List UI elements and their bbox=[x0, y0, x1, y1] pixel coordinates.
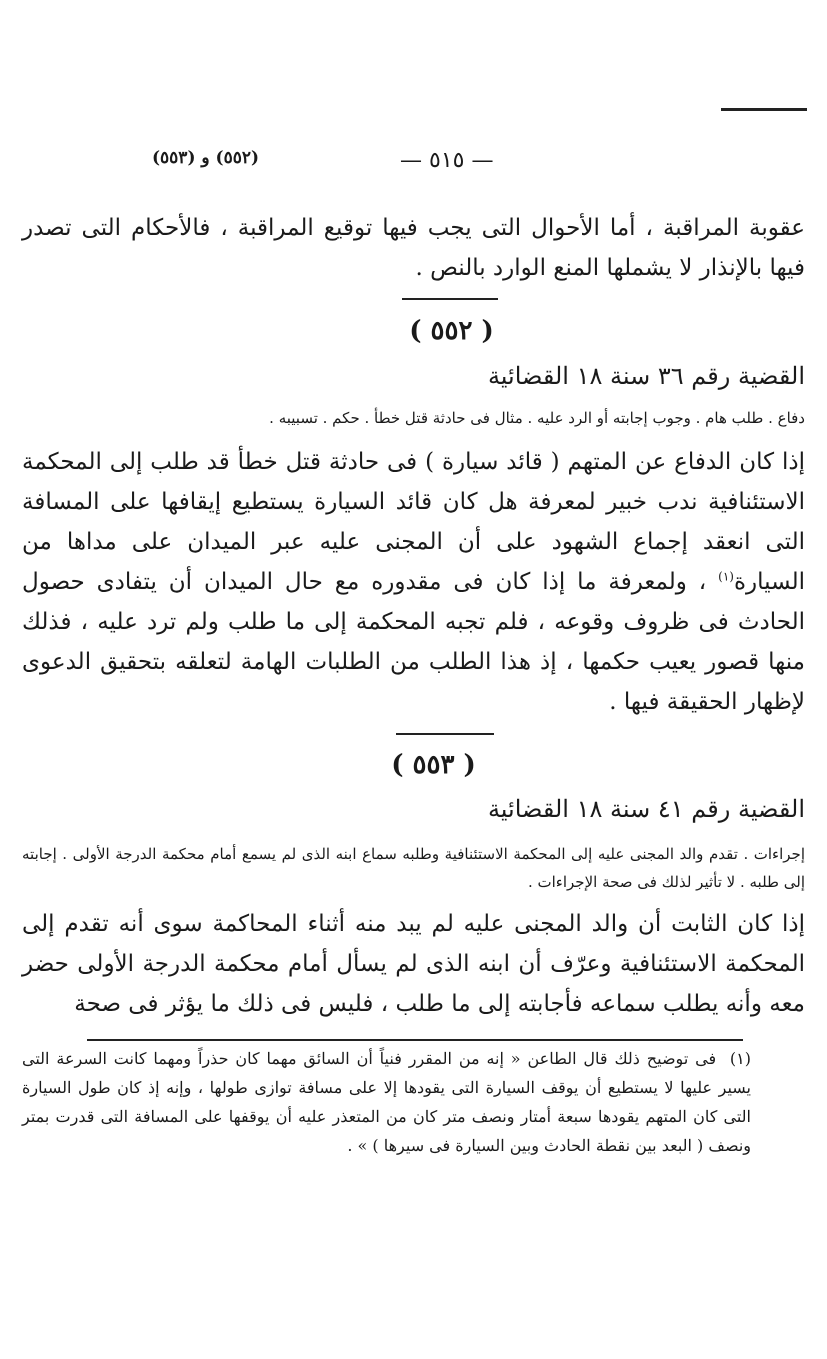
footnote-marker: (١) bbox=[729, 1049, 751, 1068]
footnote-text: فى توضيح ذلك قال الطاعن « إنه من المقرر فنياً أن السائق مهما كان حذراً ومهما كانت السرعة التى يسير عليها لا يستطيع أن يوقف السيارة التى يقودها إلا على مسافة توازى طولها ، وإنه إذ كان طول السيارة التى كان المتهم يقودها سبعة أمتار ونصف متر كان من المتعذر عليه أن يوقفها على المسافة التى قدرت بمتر ونصف ( البعد بين نقطة الحادث وبين السيارة فى سيرها ) » . bbox=[22, 1049, 751, 1155]
section-divider bbox=[402, 298, 498, 300]
section-divider bbox=[396, 733, 494, 735]
ruling-references: (٥٥٢) و (٥٥٣) bbox=[152, 148, 260, 168]
ruling-headnote: دفاع . طلب هام . وجوب إجابته أو الرد عليه . مثال فى حادثة قتل خطأ . حكم . تسبيبه . bbox=[269, 409, 805, 427]
ruling-headnote: إجراءات . تقدم والد المجنى عليه إلى المحكمة الاستئنافية وطلبه سماع ابنه الذى لم يسمع أمام محكمة الدرجة الأولى . إجابته إلى طلبه . لا تأثير لذلك فى صحة الإجراءات . bbox=[22, 845, 805, 891]
ruling-body-text-continued: ، ولمعرفة ما إذا كان فى مقدوره مع حال الميدان أن يتفادى حصول الحادث فى ظروف وقوعه ، فلم تجبه المحكمة إلى ما طلب ولم ترد عليه ، فذلك منها قصور يعيب حكمها ، إذ هذا الطلب من الطلبات الهامة لتعلقه بتحقيق الدعوى لإظهار الحقيقة فيها . bbox=[22, 569, 805, 715]
page-number: — ٥١٥ — bbox=[400, 148, 494, 173]
footnote-marker: (١) bbox=[718, 569, 734, 584]
ruling-body bbox=[22, 442, 805, 722]
ruling-body-text: إذا كان الدفاع عن المتهم ( قائد سيارة ) فى حادثة قتل خطأ قد طلب إلى المحكمة الاستئنافية ندب خبير لمعرفة هل كان قائد السيارة يستطيع إيقافها على المسافة التى انعقد إجماع الشهود على أن المجنى عليه عبر الميدان على مداها من السيارة bbox=[22, 449, 805, 595]
ruling-number: ( ٥٥٢ ) bbox=[409, 316, 494, 346]
intro-paragraph: عقوبة المراقبة ، أما الأحوال التى يجب فيها توقيع المراقبة ، فالأحكام التى تصدر فيها بالإنذار لا يشملها المنع الوارد بالنص . bbox=[22, 215, 805, 281]
running-head bbox=[140, 148, 687, 178]
ruling-number: ( ٥٥٣ ) bbox=[391, 750, 476, 780]
ruling-body: إذا كان الثابت أن والد المجنى عليه لم يبد منه أثناء المحاكمة سوى أنه تقدم إلى المحكمة الاستئنافية وعرّف أن ابنه الذى لم يسأل أمام محكمة الدرجة الأولى حضر معه وأنه يطلب سماعه فأجابته إلى ما طلب ، فليس فى ذلك ما يؤثر فى صحة bbox=[22, 911, 805, 1017]
case-reference: القضية رقم ٣٦ سنة ١٨ القضائية bbox=[487, 362, 805, 390]
footnote bbox=[22, 1044, 751, 1160]
corner-rule bbox=[721, 108, 807, 111]
case-reference: القضية رقم ٤١ سنة ١٨ القضائية bbox=[487, 795, 805, 823]
footnote-divider bbox=[87, 1039, 743, 1041]
